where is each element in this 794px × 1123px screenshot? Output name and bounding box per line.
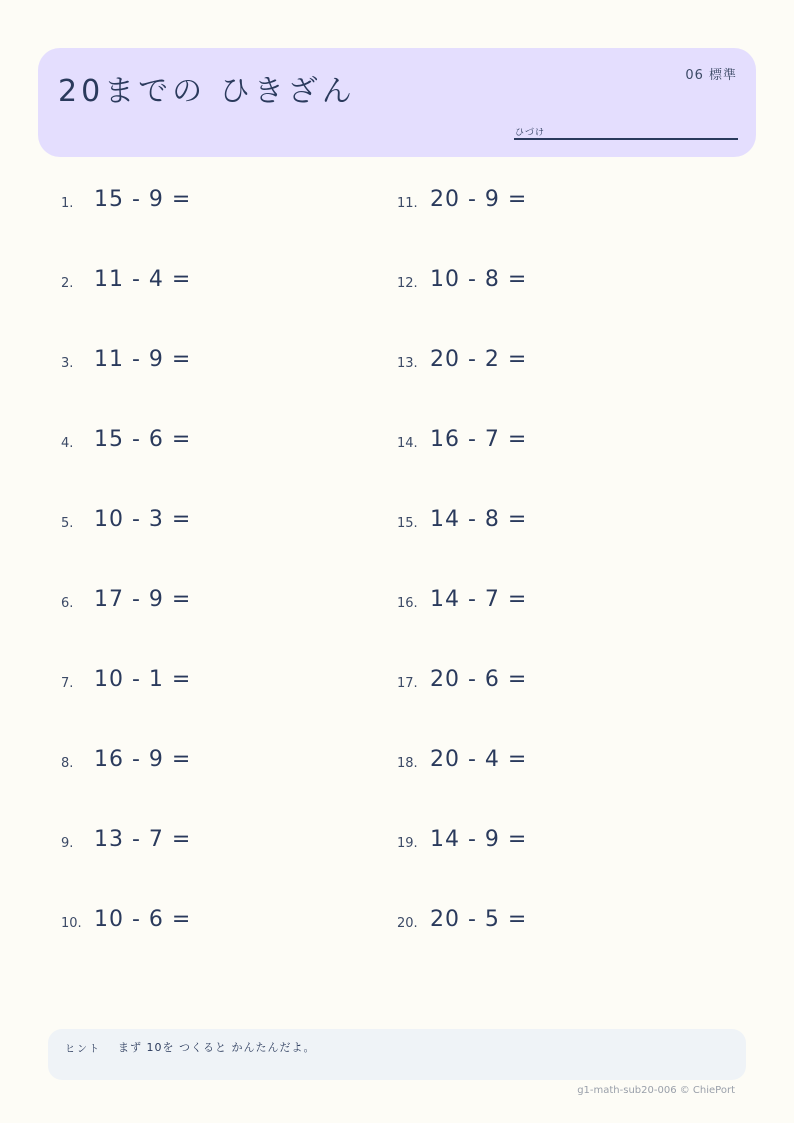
- problem-expression: 16 - 9 =: [94, 747, 192, 772]
- problem-number: 9.: [61, 836, 74, 851]
- problem-number: 5.: [61, 516, 74, 531]
- footer-credit: g1-math-sub20-006 © ChiePort: [577, 1085, 735, 1096]
- problem-number: 4.: [61, 436, 74, 451]
- problem-expression: 14 - 7 =: [430, 587, 528, 612]
- problem-expression: 20 - 6 =: [430, 667, 528, 692]
- problem-number: 13.: [397, 356, 418, 371]
- level-label: 06 標準: [685, 68, 737, 83]
- problem-expression: 10 - 3 =: [94, 507, 192, 532]
- problem-number: 3.: [61, 356, 74, 371]
- problem-number: 1.: [61, 196, 74, 211]
- problem-expression: 15 - 9 =: [94, 187, 192, 212]
- problem-expression: 14 - 9 =: [430, 827, 528, 852]
- hint-text: まず 10を つくると かんたんだよ。: [118, 1041, 316, 1054]
- problem-expression: 10 - 8 =: [430, 267, 528, 292]
- problem-number: 16.: [397, 596, 418, 611]
- problem-number: 19.: [397, 836, 418, 851]
- problem-expression: 16 - 7 =: [430, 427, 528, 452]
- problem-expression: 10 - 1 =: [94, 667, 192, 692]
- problem-number: 6.: [61, 596, 74, 611]
- problem-expression: 20 - 2 =: [430, 347, 528, 372]
- problem-expression: 14 - 8 =: [430, 507, 528, 532]
- problem-number: 7.: [61, 676, 74, 691]
- hint-label: ヒント: [65, 1044, 101, 1055]
- worksheet-header: [38, 48, 756, 157]
- problem-expression: 10 - 6 =: [94, 907, 192, 932]
- problem-number: 10.: [61, 916, 82, 931]
- problem-number: 11.: [397, 196, 418, 211]
- problem-expression: 11 - 9 =: [94, 347, 192, 372]
- problem-number: 12.: [397, 276, 418, 291]
- problem-expression: 15 - 6 =: [94, 427, 192, 452]
- problem-number: 15.: [397, 516, 418, 531]
- problem-expression: 17 - 9 =: [94, 587, 192, 612]
- problem-number: 14.: [397, 436, 418, 451]
- problem-number: 17.: [397, 676, 418, 691]
- problem-number: 2.: [61, 276, 74, 291]
- problem-number: 8.: [61, 756, 74, 771]
- problem-number: 18.: [397, 756, 418, 771]
- problem-expression: 11 - 4 =: [94, 267, 192, 292]
- problem-expression: 20 - 5 =: [430, 907, 528, 932]
- problem-number: 20.: [397, 916, 418, 931]
- worksheet-title: 20までの ひきざん: [58, 74, 356, 109]
- problem-expression: 20 - 4 =: [430, 747, 528, 772]
- problem-expression: 13 - 7 =: [94, 827, 192, 852]
- date-write-line: [514, 138, 738, 140]
- date-label: ひづけ: [515, 128, 546, 138]
- problem-expression: 20 - 9 =: [430, 187, 528, 212]
- hint-box: [48, 1029, 746, 1080]
